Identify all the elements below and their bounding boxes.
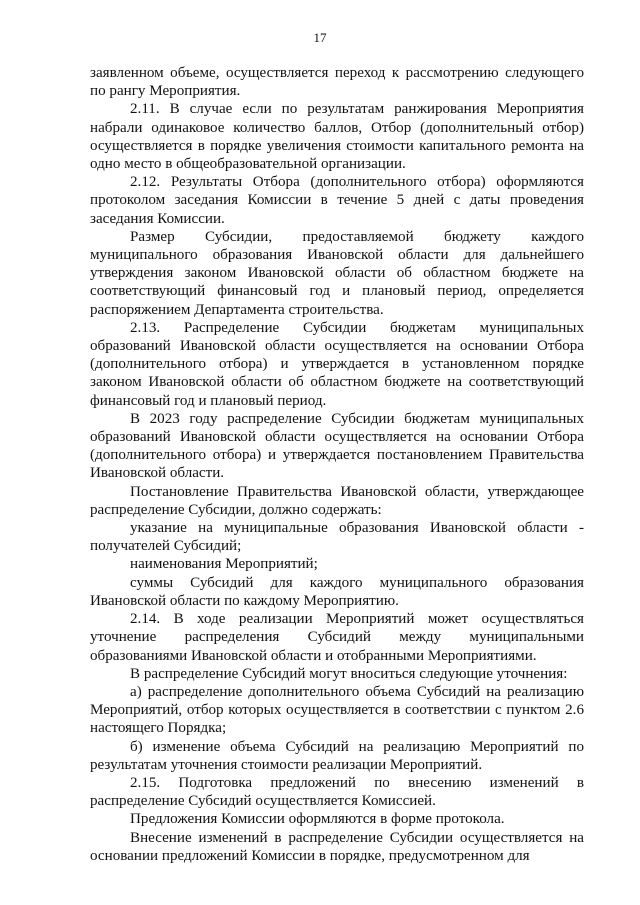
paragraph-9: наименования Мероприятий; xyxy=(130,556,318,573)
paragraph-7: Постановление Правительства Ивановской области, утверждающее распределение Субсидии, должно содержать: xyxy=(90,483,584,518)
paragraph-4: Размер Субсидии, предоставляемой бюджету каждого муниципального образования Ивановской области для дальнейшего утверждения законом Ивановской области об областном бюджете на соответствующий финансовый год и плановый период, определяется распоряжением Департамента строительства. xyxy=(90,228,584,318)
paragraph-13: а) распределение дополнительного объема Субсидий на реализацию Мероприятий, отбор которых осуществляется в соответствии с пунктом 2.6 настоящего Порядка; xyxy=(90,683,584,737)
paragraph-16: Предложения Комиссии оформляются в форме протокола. xyxy=(130,811,505,828)
paragraph-12: В распределение Субсидий могут вноситься следующие уточнения: xyxy=(130,665,568,682)
paragraph-2: 2.11. В случае если по результатам ранжирования Мероприятия набрали одинаковое количество баллов, Отбор (дополнительный отбор) осуществляется в порядке увеличения стоимости капитального ремонта на одно место в общеобразовательной организации. xyxy=(90,101,584,173)
paragraph-6: В 2023 году распределение Субсидии бюджетам муниципальных образований Ивановской области осуществляется на основании Отбора (дополнительного отбора) и утверждается постановлением Правительства Ивановской области. xyxy=(90,410,584,482)
paragraph-1: заявленном объеме, осуществляется переход к рассмотрению следующего по рангу Мероприятия. xyxy=(90,65,584,100)
page-number: 17 xyxy=(313,30,327,45)
paragraph-14: б) изменение объема Субсидий на реализацию Мероприятий по результатам уточнения стоимости реализации Мероприятий. xyxy=(90,738,584,773)
paragraph-17: Внесение изменений в распределение Субсидии осуществляется на основании предложений Комиссии в порядке, предусмотренном для xyxy=(90,829,584,864)
paragraph-5: 2.13. Распределение Субсидии бюджетам муниципальных образований Ивановской области осуществляется на основании Отбора (дополнительного отбора) и утверждается в установленном порядке законом Ивановской области об областном бюджете на соответствующий финансовый год и плановый период. xyxy=(90,319,584,409)
paragraph-3: 2.12. Результаты Отбора (дополнительного отбора) оформляются протоколом заседания Комиссии в течение 5 дней с даты проведения заседания Комиссии. xyxy=(90,174,584,227)
paragraph-8: указание на муниципальные образования Ивановской области - получателей Субсидий; xyxy=(90,520,584,555)
paragraph-11: 2.14. В ходе реализации Мероприятий может осуществляться уточнение распределения Субсидий между муниципальными образованиями Ивановской области и отобранными Мероприятиями. xyxy=(90,611,584,664)
paragraph-10: суммы Субсидий для каждого муниципального образования Ивановской области по каждому Мероприятию. xyxy=(90,574,584,609)
document-body xyxy=(90,64,584,865)
paragraph-15: 2.15. Подготовка предложений по внесению изменений в распределение Субсидий осуществляется Комиссией. xyxy=(90,774,584,810)
